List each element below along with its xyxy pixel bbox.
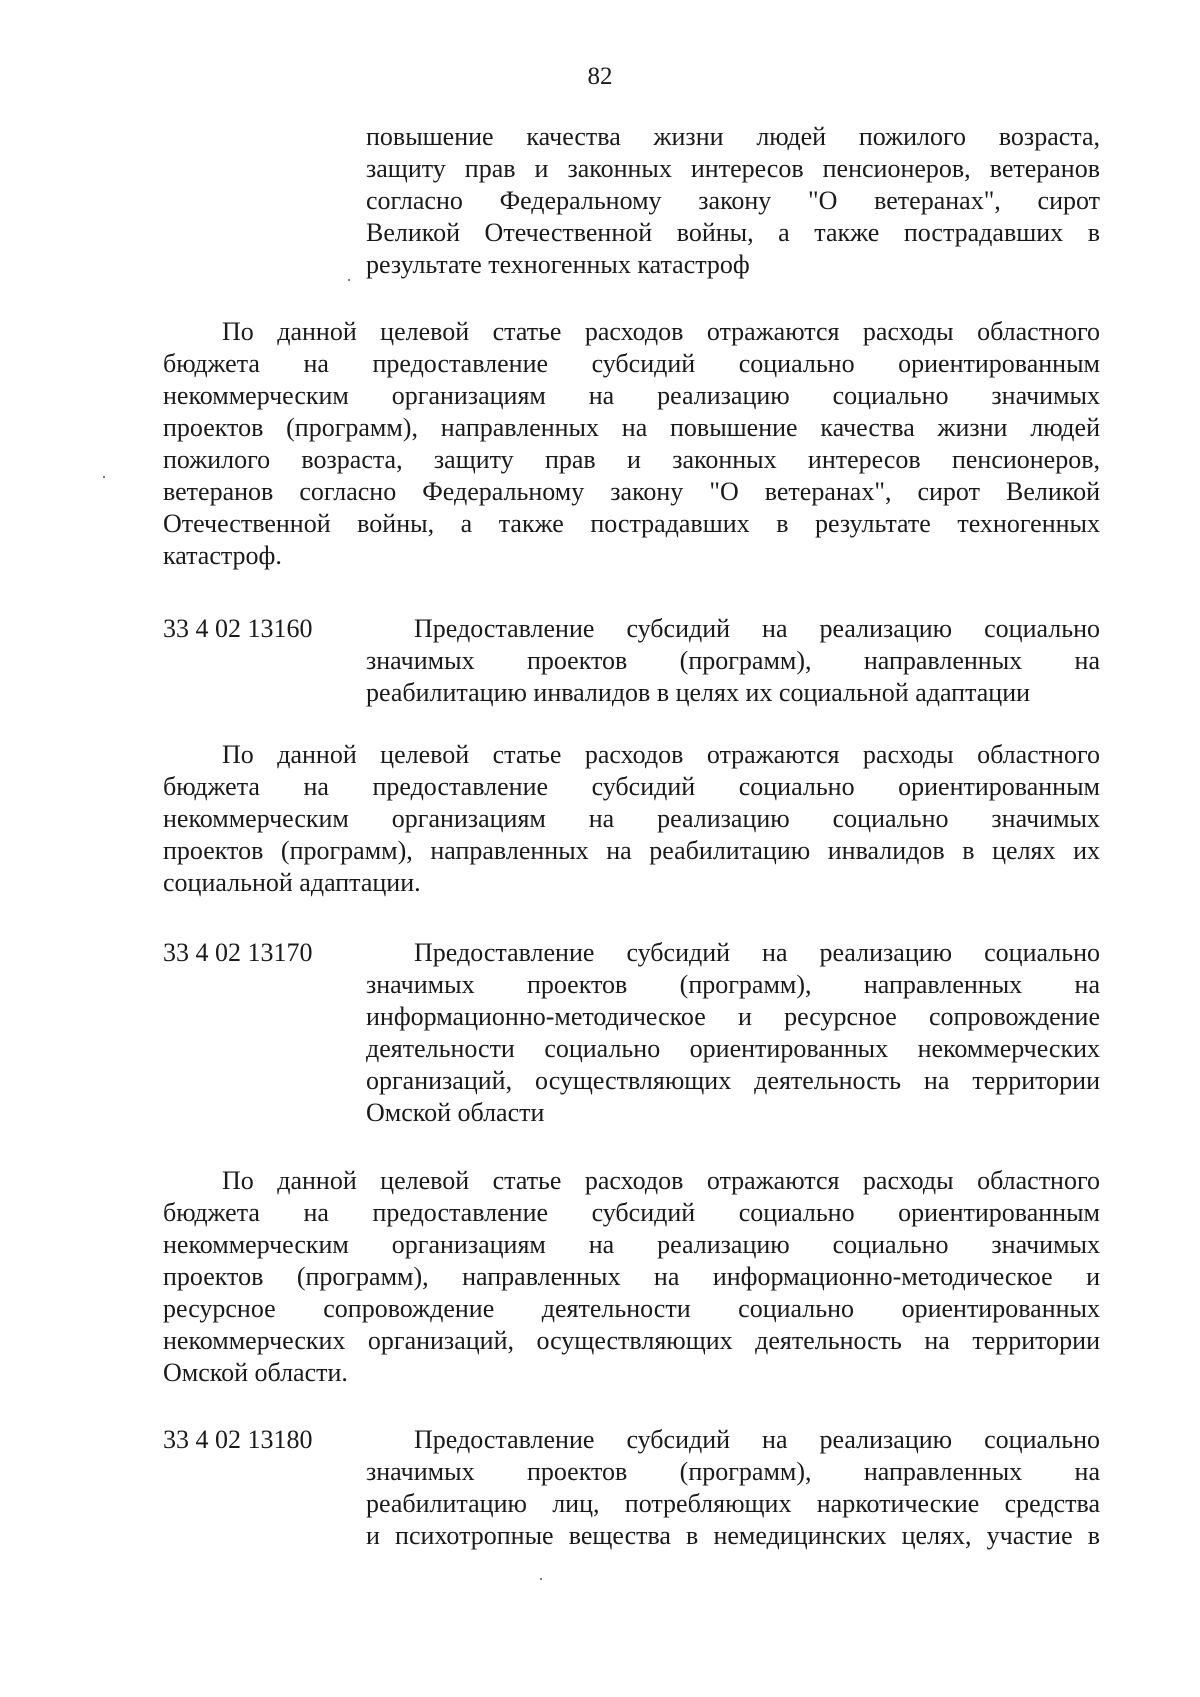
page-number: 82	[587, 63, 613, 90]
text-line: бюджета на предоставление субсидий социально ориентированным	[163, 1198, 1100, 1227]
entry-code: 33 4 02 13180	[163, 1425, 313, 1454]
text-line: Великой Отечественной войны, а также пострадавших в	[366, 218, 1100, 247]
text-line: социальной адаптации.	[163, 868, 421, 897]
text-line: некоммерческим организациям на реализацию социально значимых	[163, 1230, 1100, 1259]
text-line: Омской области	[366, 1098, 545, 1127]
text-line: значимых проектов (программ), направленных на	[366, 970, 1100, 999]
paragraph-1	[163, 316, 1100, 572]
scan-speck	[348, 279, 350, 281]
text-line: некоммерческих организаций, осуществляющих деятельность на территории	[163, 1326, 1100, 1355]
entry-description	[366, 613, 1100, 709]
entry-code: 33 4 02 13160	[163, 614, 313, 643]
text-line: результате техногенных катастроф	[366, 250, 750, 279]
text-line: Предоставление субсидий на реализацию социально	[414, 614, 1100, 643]
text-line: ветеранов согласно Федеральному закону "О ветеранах", сирот Великой	[163, 477, 1100, 506]
text-line: Отечественной войны, а также пострадавших в результате техногенных	[163, 509, 1100, 538]
text-line: организаций, осуществляющих деятельность на территории	[366, 1066, 1100, 1095]
text-line: Омской области.	[163, 1358, 348, 1387]
text-line: защиту прав и законных интересов пенсионеров, ветеранов	[366, 154, 1100, 183]
scan-speck	[540, 1578, 542, 1580]
intro-continuation	[366, 121, 1100, 281]
text-line: значимых проектов (программ), направленных на	[366, 1457, 1100, 1486]
entry-description	[366, 1424, 1100, 1552]
text-line: катастроф.	[163, 541, 282, 570]
text-line: проектов (программ), направленных на реабилитацию инвалидов в целях их	[163, 836, 1100, 865]
paragraph-3	[163, 1165, 1100, 1389]
text-line: бюджета на предоставление субсидий социально ориентированным	[163, 349, 1100, 378]
text-line: реабилитацию инвалидов в целях их социальной адаптации	[366, 678, 1031, 707]
text-line: Предоставление субсидий на реализацию социально	[414, 938, 1100, 967]
text-line: По данной целевой статье расходов отражаются расходы областного	[222, 1166, 1100, 1195]
text-line: проектов (программ), направленных на информационно-методическое и	[163, 1262, 1100, 1291]
text-line: согласно Федеральному закону "О ветеранах", сирот	[366, 186, 1100, 215]
text-line: информационно-методическое и ресурсное сопровождение	[366, 1002, 1100, 1031]
text-line: По данной целевой статье расходов отражаются расходы областного	[222, 740, 1100, 769]
text-line: ресурсное сопровождение деятельности социально ориентированных	[163, 1294, 1100, 1323]
text-line: По данной целевой статье расходов отражаются расходы областного	[222, 317, 1100, 346]
text-line: бюджета на предоставление субсидий социально ориентированным	[163, 772, 1100, 801]
text-line: пожилого возраста, защиту прав и законных интересов пенсионеров,	[163, 445, 1100, 474]
text-line: значимых проектов (программ), направленных на	[366, 646, 1100, 675]
text-line: и психотропные вещества в немедицинских целях, участие в	[366, 1521, 1100, 1550]
paragraph-2	[163, 739, 1100, 899]
text-line: проектов (программ), направленных на повышение качества жизни людей	[163, 413, 1100, 442]
text-line: реабилитацию лиц, потребляющих наркотические средства	[366, 1489, 1100, 1518]
text-line: некоммерческим организациям на реализацию социально значимых	[163, 381, 1100, 410]
entry-description	[366, 937, 1100, 1129]
text-line: деятельности социально ориентированных некоммерческих	[366, 1034, 1100, 1063]
text-line: Предоставление субсидий на реализацию социально	[414, 1425, 1100, 1454]
scan-speck	[103, 476, 105, 478]
text-line: некоммерческим организациям на реализацию социально значимых	[163, 804, 1100, 833]
text-line: повышение качества жизни людей пожилого возраста,	[366, 122, 1100, 151]
entry-code: 33 4 02 13170	[163, 938, 313, 967]
